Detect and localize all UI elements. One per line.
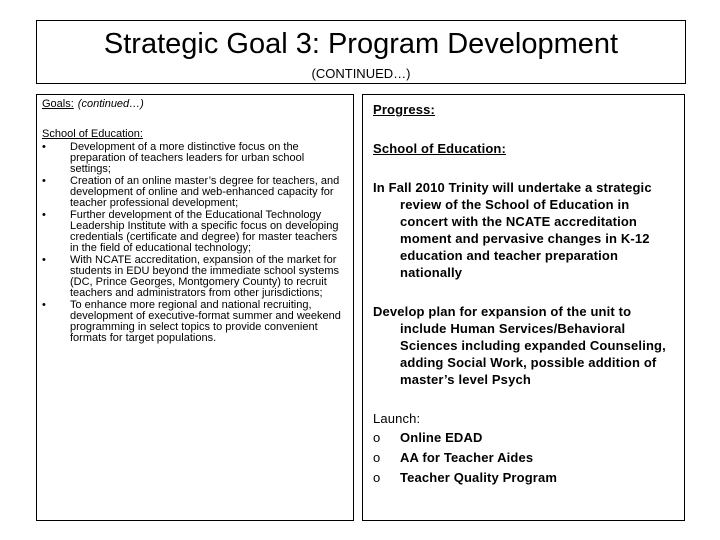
launch-item [373,469,679,486]
goal-bullet-item [42,255,348,299]
title-box [36,20,686,84]
slide-title: Strategic Goal 3: Program Development [103,28,619,60]
progress-label: Progress: [373,102,436,117]
slide-subtitle: (CONTINUED…) [311,66,411,81]
goal-bullet-text: To enhance more regional and national recruiting, development of executive-format summer and weekend programming in select topics to provide convenient formats for target populations. [70,299,341,344]
goals-bullet-list [42,142,348,344]
launch-list [373,429,679,486]
circle-bullet-icon: o [373,430,381,445]
progress-content [373,101,679,489]
launch-item [373,429,679,446]
progress-panel [362,94,685,521]
goal-bullet-item [42,142,348,175]
goal-bullet-text: Development of a more distinctive focus on the preparation of teachers leaders for urban school settings; [70,141,305,175]
bullet-icon: • [42,141,46,153]
goals-panel [36,94,354,521]
goals-note: (continued…) [77,98,144,110]
circle-bullet-icon: o [373,450,381,465]
goals-content [42,99,348,345]
goal-bullet-text: Further development of the Educational Technology Leadership Institute with a specific focus on developing credentials (certificate and degree) for master teachers in the field of educational technology; [70,209,339,254]
goal-bullet-text: With NCATE accreditation, expansion of the market for students in EDU beyond the immediate school systems (DC, Prince Georges, Montgomery County) to recruit teachers and administrators from other jurisdictions; [70,254,340,299]
goal-bullet-text: Creation of an online master’s degree for teachers, and development of online and web-enhanced capacity for teacher professional development; [70,175,340,209]
progress-paragraph-review: In Fall 2010 Trinity will undertake a strategic review of the School of Education in concert with the NCATE accreditation moment and pervasive changes in K-12 education and teacher preparation nationally [373,180,652,280]
bullet-icon: • [42,254,46,266]
goals-school-heading: School of Education: [42,128,143,140]
progress-school-heading: School of Education: [373,141,506,156]
bullet-icon: • [42,299,46,311]
goal-bullet-item [42,210,348,254]
goal-bullet-item [42,300,348,344]
launch-item-text: Teacher Quality Program [400,470,558,485]
circle-bullet-icon: o [373,470,381,485]
launch-item [373,449,679,466]
bullet-icon: • [42,175,46,187]
bullet-icon: • [42,209,46,221]
launch-item-text: AA for Teacher Aides [400,450,534,465]
launch-label: Launch: [373,411,421,426]
goal-bullet-item [42,176,348,209]
progress-paragraph-expansion: Develop plan for expansion of the unit to include Human Services/Behavioral Sciences including expanded Counseling, adding Social Work, possible addition of master’s level Psych [373,304,666,387]
goals-line [42,99,348,110]
launch-item-text: Online EDAD [400,430,483,445]
goals-label: Goals: [42,98,74,110]
